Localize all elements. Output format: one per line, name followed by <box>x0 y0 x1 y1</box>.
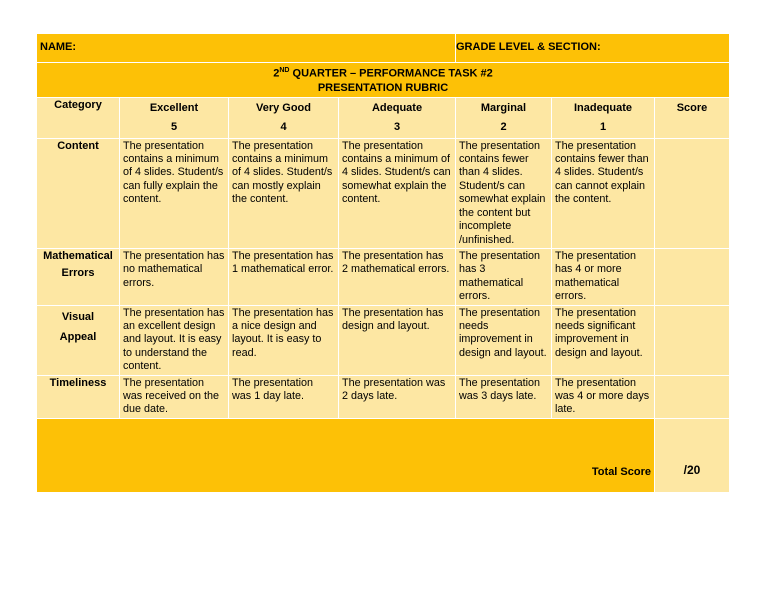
criterion-cell: The presentation was 4 or more days late. <box>552 375 655 418</box>
column-header-row <box>37 97 730 138</box>
quarter-title: 2ND QUARTER – PERFORMANCE TASK #2 <box>273 67 493 80</box>
rubric-row-visual-appeal <box>37 305 730 375</box>
level-header-excellent: Excellent 5 <box>120 97 229 138</box>
criterion-cell: The presentation contains a minimum of 4 slides. Student/s can somewhat explain the content. <box>339 138 456 248</box>
criterion-cell: The presentation contains fewer than 4 slides. Student/s can cannot explain the content. <box>552 138 655 248</box>
criterion-cell: The presentation has design and layout. <box>339 305 456 375</box>
grade-level-label: GRADE LEVEL & SECTION: <box>456 34 730 63</box>
total-row <box>37 418 730 492</box>
criterion-cell: The presentation needs significant improvement in design and layout. <box>552 305 655 375</box>
criterion-cell: The presentation contains a minimum of 4 slides. Student/s can mostly explain the content. <box>229 138 339 248</box>
title-row <box>37 63 730 98</box>
level-header-marginal: Marginal 2 <box>456 97 552 138</box>
level-header-very-good: Very Good 4 <box>229 97 339 138</box>
criterion-cell: The presentation contains a minimum of 4 slides. Student/s can fully explain the content. <box>120 138 229 248</box>
header-row <box>37 34 730 63</box>
score-cell[interactable] <box>655 138 730 248</box>
criterion-cell: The presentation was 1 day late. <box>229 375 339 418</box>
criterion-cell: The presentation has 1 mathematical error. <box>229 248 339 305</box>
rubric-subtitle: PRESENTATION RUBRIC <box>317 81 449 94</box>
rubric-row-mathematical-errors <box>37 248 730 305</box>
category-cell: Mathematical Errors <box>37 248 120 305</box>
score-cell[interactable] <box>655 248 730 305</box>
rubric-row-content <box>37 138 730 248</box>
score-cell[interactable] <box>655 375 730 418</box>
criterion-cell: The presentation needs improvement in design and layout. <box>456 305 552 375</box>
criterion-cell: The presentation has 3 mathematical errors. <box>456 248 552 305</box>
level-header-adequate: Adequate 3 <box>339 97 456 138</box>
criterion-cell: The presentation has no mathematical errors. <box>120 248 229 305</box>
total-score-value[interactable]: /20 <box>655 418 730 492</box>
criterion-cell: The presentation was 2 days late. <box>339 375 456 418</box>
criterion-cell: The presentation has 4 or more mathematical errors. <box>552 248 655 305</box>
criterion-cell: The presentation contains fewer than 4 slides. Student/s can somewhat explain the content but incomplete /unfinished. <box>456 138 552 248</box>
total-score-label: Total Score <box>37 418 655 492</box>
category-header: Category <box>37 97 120 138</box>
rubric-title <box>37 63 730 98</box>
category-cell: Content <box>37 138 120 248</box>
criterion-cell: The presentation has 2 mathematical errors. <box>339 248 456 305</box>
criterion-cell: The presentation was 3 days late. <box>456 375 552 418</box>
score-header: Score <box>655 97 730 138</box>
criterion-cell: The presentation has a nice design and layout. It is easy to read. <box>229 305 339 375</box>
score-cell[interactable] <box>655 305 730 375</box>
category-cell: Visual Appeal <box>37 305 120 375</box>
criterion-cell: The presentation has an excellent design and layout. It is easy to understand the content. <box>120 305 229 375</box>
criterion-cell: The presentation was received on the due date. <box>120 375 229 418</box>
name-label: NAME: <box>37 34 456 63</box>
rubric-table <box>36 33 730 493</box>
category-cell: Timeliness <box>37 375 120 418</box>
level-header-inadequate: Inadequate 1 <box>552 97 655 138</box>
rubric-row-timeliness <box>37 375 730 418</box>
